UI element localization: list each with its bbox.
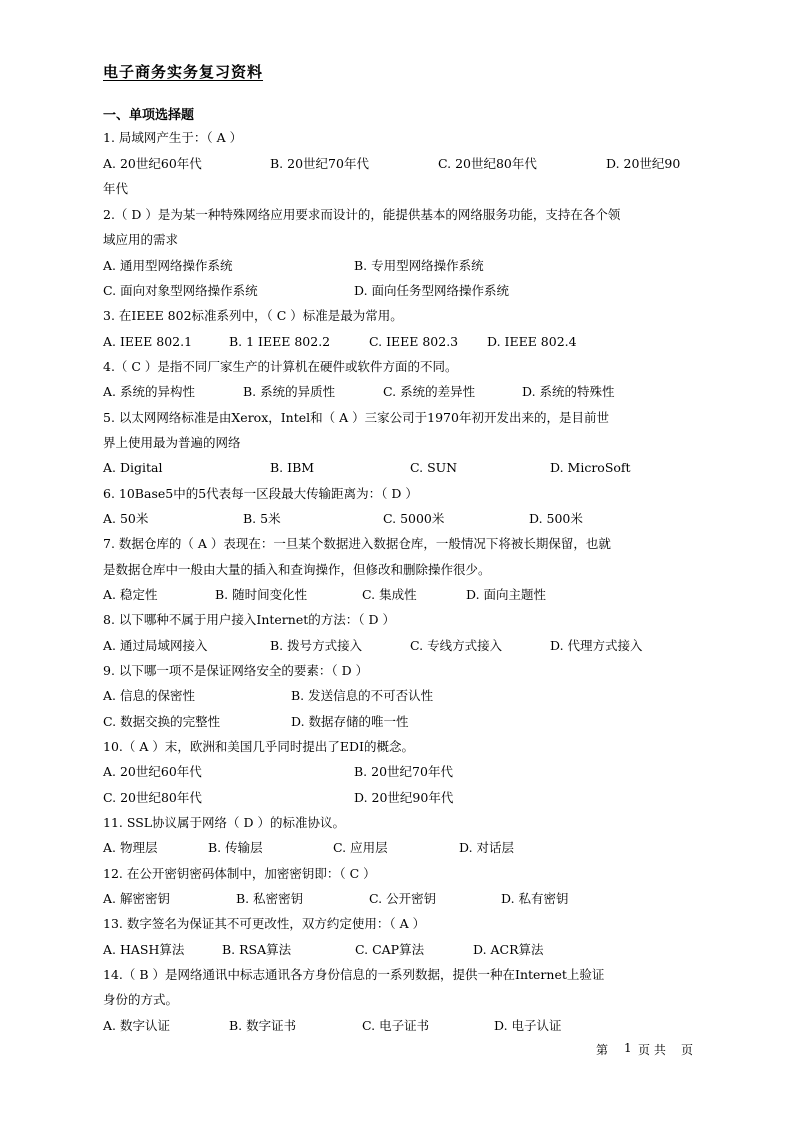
question-2-stem: 2.（ D ）是为某一种特殊网络应用要求而设计的，能提供基本的网络服务功能，支持在各个领 <box>103 207 621 222</box>
question-1-stem: 1. 局域网产生于：（ A ） <box>103 130 243 145</box>
question-12-option-d: D. 私有密钥 <box>501 891 569 906</box>
question-9-stem: 9. 以下哪一项不是保证网络安全的要素：（ D ） <box>103 663 369 678</box>
document-title: 电子商务实务复习资料 <box>103 63 264 81</box>
question-12-option-b: B. 私密密钥 <box>236 891 304 906</box>
question-11-option-d: D. 对话层 <box>459 840 515 855</box>
question-12-option-c: C. 公开密钥 <box>369 891 437 906</box>
question-10-option-c: C. 20世纪80年代 <box>103 790 202 805</box>
question-11-option-c: C. 应用层 <box>333 840 388 855</box>
question-4-option-b: B. 系统的异质性 <box>243 384 336 399</box>
question-14-option-c: C. 电子证书 <box>362 1018 430 1033</box>
question-3-option-b: B. 1 IEEE 802.2 <box>229 334 331 349</box>
question-5-option-c: C. SUN <box>410 460 458 475</box>
question-2-option-d: D. 面向任务型网络操作系统 <box>354 283 510 298</box>
question-10-stem: 10.（ A ）末，欧洲和美国几乎同时提出了EDI的概念。 <box>103 739 414 754</box>
question-4-option-c: C. 系统的差异性 <box>383 384 476 399</box>
question-14-option-a: A. 数字认证 <box>103 1018 170 1033</box>
question-14-stem-continued: 身份的方式。 <box>103 992 179 1007</box>
question-11-stem: 11. SSL协议属于网络（ D ）的标准协议。 <box>103 815 346 830</box>
question-1-option-d-continued: 年代 <box>103 181 129 196</box>
question-6-option-c: C. 5000米 <box>383 511 445 526</box>
question-9-option-c: C. 数据交换的完整性 <box>103 714 221 729</box>
question-14-option-b: B. 数字证书 <box>229 1018 297 1033</box>
question-7-stem: 7. 数据仓库的（ A ）表现在：一旦某个数据进入数据仓库，一般情况下将被长期保留，也就 <box>103 536 611 551</box>
question-1-option-c: C. 20世纪80年代 <box>438 156 537 171</box>
question-4-stem: 4.（ C ）是指不同厂家生产的计算机在硬件或软件方面的不同。 <box>103 359 458 374</box>
footer-page-number: 1 <box>624 1041 632 1055</box>
question-8-stem: 8. 以下哪种不属于用户接入Internet的方法：（ D ） <box>103 612 395 627</box>
question-9-option-b: B. 发送信息的不可否认性 <box>291 688 434 703</box>
question-3-option-d: D. IEEE 802.4 <box>487 334 577 349</box>
question-5-option-a: A. Digital <box>103 460 163 475</box>
question-2-stem-continued: 域应用的需求 <box>103 232 179 247</box>
question-11-option-b: B. 传输层 <box>208 840 263 855</box>
question-10-option-a: A. 20世纪60年代 <box>103 764 202 779</box>
question-4-option-a: A. 系统的异构性 <box>103 384 195 399</box>
question-1-option-a: A. 20世纪60年代 <box>103 156 202 171</box>
section-heading: 一、单项选择题 <box>103 108 195 123</box>
question-2-option-c: C. 面向对象型网络操作系统 <box>103 283 258 298</box>
question-13-option-b: B. RSA算法 <box>222 942 292 957</box>
question-13-option-d: D. ACR算法 <box>473 942 544 957</box>
question-12-option-a: A. 解密密钥 <box>103 891 170 906</box>
question-7-option-c: C. 集成性 <box>362 587 417 602</box>
question-6-option-a: A. 50米 <box>103 511 149 526</box>
question-11-option-a: A. 物理层 <box>103 840 158 855</box>
question-8-option-a: A. 通过局域网接入 <box>103 638 208 653</box>
question-6-option-d: D. 500米 <box>529 511 583 526</box>
question-8-option-c: C. 专线方式接入 <box>410 638 503 653</box>
question-1-option-b: B. 20世纪70年代 <box>270 156 369 171</box>
question-1-option-d: D. 20世纪90 <box>606 156 681 171</box>
question-9-option-a: A. 信息的保密性 <box>103 688 195 703</box>
question-3-stem: 3. 在IEEE 802标准系列中，（ C ）标准是最为常用。 <box>103 308 403 323</box>
question-3-option-c: C. IEEE 802.3 <box>369 334 459 349</box>
question-7-option-a: A. 稳定性 <box>103 587 158 602</box>
footer-total-suffix: 页 <box>681 1043 694 1057</box>
question-5-stem-continued: 界上使用最为普遍的网络 <box>103 435 241 450</box>
footer-page-label: 第 <box>596 1043 609 1057</box>
question-13-option-c: C. CAP算法 <box>355 942 425 957</box>
question-5-option-b: B. IBM <box>270 460 315 475</box>
question-2-option-b: B. 专用型网络操作系统 <box>354 258 484 273</box>
question-7-stem-continued: 是数据仓库中一般由大量的插入和查询操作，但修改和删除操作很少。 <box>103 562 491 577</box>
question-3-option-a: A. IEEE 802.1 <box>103 334 193 349</box>
footer-page-suffix: 页 共 <box>638 1043 666 1057</box>
question-6-option-b: B. 5米 <box>243 511 281 526</box>
question-13-stem: 13. 数字签名为保证其不可更改性，双方约定使用：（ A ） <box>103 916 426 931</box>
question-8-option-b: B. 拨号方式接入 <box>270 638 363 653</box>
question-4-option-d: D. 系统的特殊性 <box>522 384 615 399</box>
question-5-stem: 5. 以太网网络标准是由Xerox，Intel和（ A ）三家公司于1970年初开发出来的，是目前世 <box>103 410 609 425</box>
question-10-option-b: B. 20世纪70年代 <box>354 764 453 779</box>
question-13-option-a: A. HASH算法 <box>103 942 185 957</box>
question-14-option-d: D. 电子认证 <box>494 1018 562 1033</box>
question-10-option-d: D. 20世纪90年代 <box>354 790 454 805</box>
question-9-option-d: D. 数据存储的唯一性 <box>291 714 409 729</box>
question-14-stem: 14.（ B ）是网络通讯中标志通讯各方身份信息的一系列数据，提供一种在Internet上验证 <box>103 967 605 982</box>
question-12-stem: 12. 在公开密钥密码体制中，加密密钥即：（ C ） <box>103 866 376 881</box>
question-5-option-d: D. MicroSoft <box>550 460 631 475</box>
question-7-option-d: D. 面向主题性 <box>466 587 547 602</box>
question-7-option-b: B. 随时间变化性 <box>215 587 308 602</box>
question-6-stem: 6. 10Base5中的5代表每一区段最大传输距离为：（ D ） <box>103 486 418 501</box>
question-8-option-d: D. 代理方式接入 <box>550 638 643 653</box>
question-2-option-a: A. 通用型网络操作系统 <box>103 258 233 273</box>
